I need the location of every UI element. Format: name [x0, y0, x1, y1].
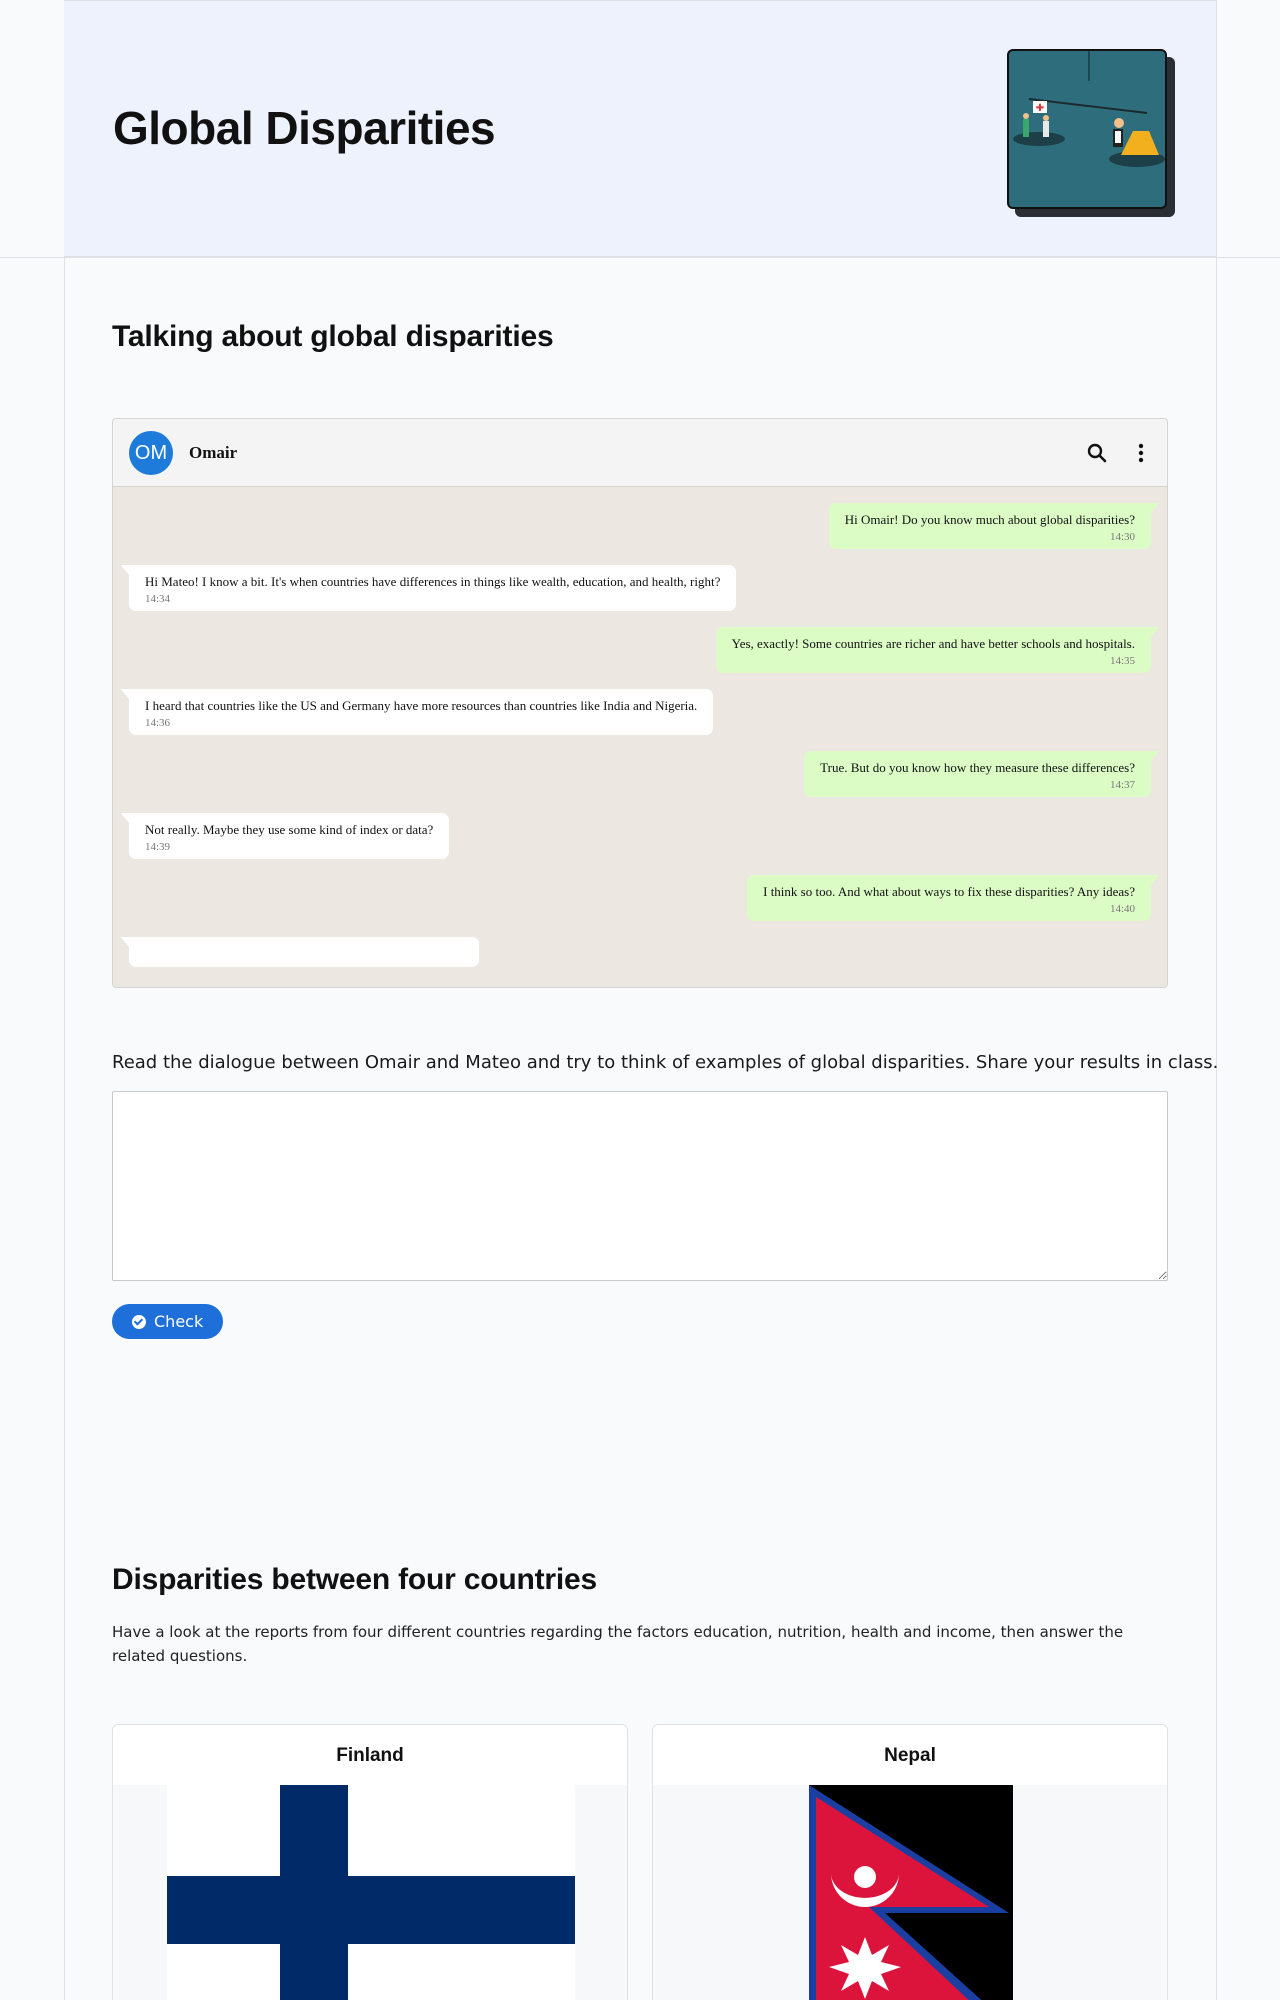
country-card-nepal[interactable] — [652, 1724, 1168, 2000]
section-heading-chat: Talking about global disparities — [112, 320, 554, 353]
country-name: Finland — [336, 1745, 404, 1766]
contact-name: Omair — [189, 443, 238, 462]
search-icon[interactable] — [1085, 441, 1109, 465]
finland-flag — [167, 1785, 575, 2000]
nepal-flag — [809, 1785, 1013, 2000]
chat-message-partial — [129, 937, 479, 967]
check-circle-icon — [132, 1315, 146, 1329]
frame-header-line — [0, 257, 1280, 258]
section-heading-countries: Disparities between four countries — [112, 1563, 597, 1596]
scales-of-inequality-illustration — [1007, 49, 1167, 209]
chat-header — [113, 419, 1167, 487]
chat-message: Yes, exactly! Some countries are richer and have better schools and hospitals. 14:35 — [716, 627, 1151, 673]
task-prompt: Read the dialogue between Omair and Mateo and try to think of examples of global disparities. Share your results in class. — [112, 1052, 1219, 1073]
country-card-finland[interactable] — [112, 1724, 628, 2000]
frame-left-line — [64, 0, 65, 2000]
chat-message: I heard that countries like the US and Germany have more resources than countries like India and Nigeria. 14:36 — [129, 689, 713, 735]
avatar: OM — [129, 431, 173, 475]
chat-message: Hi Mateo! I know a bit. It's when countries have differences in things like wealth, education, and health, right? 14:34 — [129, 565, 736, 611]
chat-message: Hi Omair! Do you know much about global disparities? 14:30 — [829, 503, 1151, 549]
svg-text:✚: ✚ — [1035, 103, 1045, 114]
more-options-icon[interactable] — [1129, 441, 1153, 465]
answer-input[interactable] — [112, 1091, 1168, 1281]
message-list[interactable] — [113, 487, 1167, 967]
chat-message: I think so too. And what about ways to fix these disparities? Any ideas? 14:40 — [747, 875, 1151, 921]
chat-message: Not really. Maybe they use some kind of index or data? 14:39 — [129, 813, 449, 859]
page-header — [64, 0, 1216, 257]
frame-right-line — [1216, 0, 1217, 2000]
chat-message: True. But do you know how they measure these differences? 14:37 — [804, 751, 1151, 797]
section-description: Have a look at the reports from four different countries regarding the factors education, nutrition, health and income, then answer the related questions. — [112, 1623, 1124, 1665]
check-button[interactable] — [112, 1304, 223, 1339]
page-title: Global Disparities — [113, 102, 496, 154]
check-button-label: Check — [154, 1312, 204, 1331]
chat-window — [112, 418, 1168, 988]
header-illustration — [1007, 49, 1175, 217]
country-name: Nepal — [884, 1745, 936, 1766]
